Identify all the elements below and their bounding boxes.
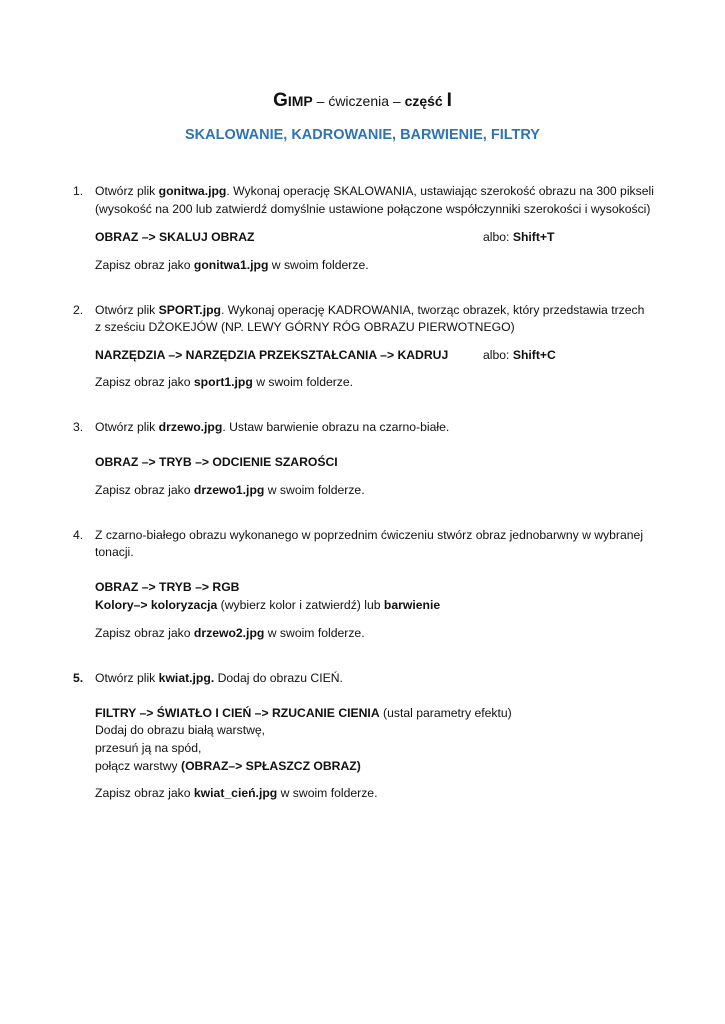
item-1-command: OBRAZ –> SKALUJ OBRAZ [95, 230, 255, 244]
item-4-command-1: OBRAZ –> TRYB –> RGB [95, 580, 240, 594]
title-app: IMP [287, 93, 313, 109]
title-part-number: I [446, 90, 452, 111]
document-title [0, 90, 725, 112]
item-2-save: Zapisz obraz jako sport1.jpg w swoim folderze. [95, 375, 354, 389]
document-subtitle: SKALOWANIE, KADROWANIE, BARWIENIE, FILTRY [185, 127, 540, 143]
title-initial: G [273, 90, 288, 111]
filename-kwiat: kwiat.jpg. [158, 671, 215, 685]
item-1-number: 1. [73, 184, 84, 198]
item-1-line-2: (wysokość na 200 lub zatwierdź domyślnie ustawione połączone współczynniki szerokości i wysokości) [95, 202, 651, 216]
item-2-line-1: Otwórz plik SPORT.jpg. Wykonaj operację KADROWANIA, tworząc obrazek, który przedstawia trzech [95, 303, 645, 317]
item-4-save: Zapisz obraz jako drzewo2.jpg w swoim folderze. [95, 626, 365, 640]
item-2-number: 2. [73, 303, 84, 317]
item-5-step-3: połącz warstwy (OBRAZ–> SPŁASZCZ OBRAZ) [95, 759, 361, 773]
item-1-shortcut: albo: Shift+T [483, 230, 555, 244]
item-5-number: 5. [73, 671, 84, 685]
item-4-line-2: tonacji. [95, 545, 134, 559]
title-part-word: część [404, 93, 447, 109]
item-5-save: Zapisz obraz jako kwiat_cień.jpg w swoim folderze. [95, 786, 378, 800]
item-3-save: Zapisz obraz jako drzewo1.jpg w swoim folderze. [95, 483, 365, 497]
item-1-save: Zapisz obraz jako gonitwa1.jpg w swoim folderze. [95, 258, 369, 272]
item-3-line-1: Otwórz plik drzewo.jpg. Ustaw barwienie obrazu na czarno-białe. [95, 420, 450, 434]
filename-drzewo: drzewo.jpg [158, 420, 223, 434]
item-5-step-1: Dodaj do obrazu białą warstwę, [95, 723, 266, 737]
item-5-command: FILTRY –> ŚWIATŁO I CIEŃ –> RZUCANIE CIENIA (ustal parametry efektu) [95, 706, 512, 720]
item-4-line-1: Z czarno-białego obrazu wykonanego w poprzednim ćwiczeniu stwórz obraz jednobarwny w wybranej [95, 528, 644, 542]
item-2-command: NARZĘDZIA –> NARZĘDZIA PRZEKSZTAŁCANIA –> KADRUJ [95, 348, 449, 362]
title-middle: – ćwiczenia – [312, 93, 405, 109]
item-2-line-2: z sześciu DŻOKEJÓW (NP. LEWY GÓRNY RÓG OBRAZU PIERWOTNEGO) [95, 320, 515, 334]
item-3-number: 3. [73, 420, 84, 434]
item-4-command-2: Kolory–> koloryzacja (wybierz kolor i zatwierdź) lub barwienie [95, 598, 441, 612]
item-1-line-1: Otwórz plik gonitwa.jpg. Wykonaj operację SKALOWANIA, ustawiając szerokość obrazu na 300 pikseli [95, 184, 654, 198]
filename-gonitwa: gonitwa.jpg [158, 184, 227, 198]
item-5-step-2: przesuń ją na spód, [95, 741, 202, 755]
item-2-shortcut: albo: Shift+C [483, 348, 556, 362]
filename-sport: SPORT.jpg [158, 303, 221, 317]
item-5-line-1: Otwórz plik kwiat.jpg. Dodaj do obrazu CIEŃ. [95, 671, 343, 685]
item-3-command: OBRAZ –> TRYB –> ODCIENIE SZAROŚCI [95, 455, 338, 469]
item-4-number: 4. [73, 528, 84, 542]
